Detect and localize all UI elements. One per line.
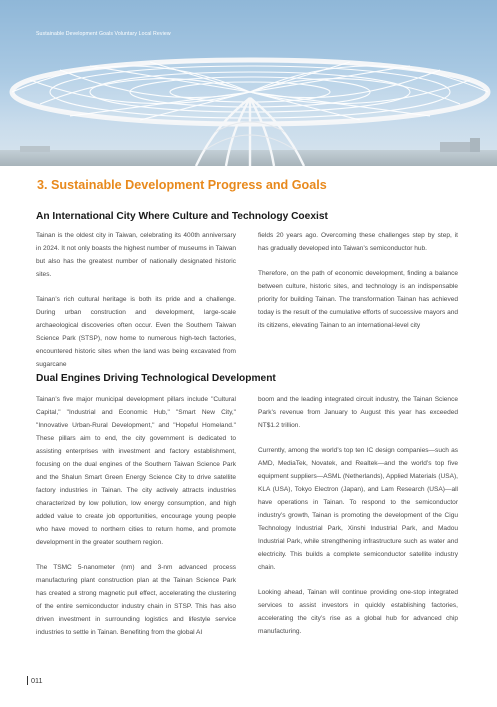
block2-left-column [36, 393, 236, 651]
paragraph: Tainan’s five major municipal development pillars include "Cultural Capital," "Industrial and Economic Hub," "Smart New City," "Innovative Urban-Rural Development," and "Hopeful Homeland." These pillars aim to end, the city government is dedicated to assisting enterprises with investment and factory establishment, focusing on the dual engines of the Southern Taiwan Science Park and the Shalun Smart Green Energy Science City to drive satellite factory industries in Tainan. The city actively attracts industries characterized by low pollution, low energy consumption, and high added value to create job opportunities, encourage young people who have moved to northern cities to return home, and promote development in the greater southern region. [36, 396, 236, 546]
lattice-canopy-illustration [0, 0, 497, 166]
paragraph: Currently, among the world’s top ten IC design companies—such as AMD, MediaTek, Novatek, and Realtek—and the world’s top five equipment suppliers—ASML (Netherlands), Applied Materials (USA), KLA (USA), Tokyo Electron (Japan), and Lam Research (USA)—all have operations in Tainan. To respond to the semiconductor industry’s growth, Tainan is promoting the development of the Cigu Technology Industrial Park, Xinshi Industrial Park, and Madou Industrial Park, while strengthening infrastructure such as water and electricity. This builds a complete semiconductor satellite industry chain. [258, 447, 458, 571]
block2-heading: Dual Engines Driving Technological Development [36, 373, 276, 384]
paragraph: Therefore, on the path of economic development, finding a balance between culture, historic sites, and technology is an indispensable priority for building Tainan. The transformation Tainan has achieved today is the result of the cumulative efforts of successive mayors and its citizens, elevating Tainan to an international-level city [258, 270, 458, 329]
block1-right-column [258, 229, 458, 344]
paragraph: Tainan is the oldest city in Taiwan, celebrating its 400th anniversary in 2024. It not only boasts the highest number of museums in Taiwan but also has the greatest number of nationally designated historic sites. [36, 232, 236, 278]
hero-photo [0, 0, 497, 166]
paragraph: boom and the leading integrated circuit industry, the Tainan Science Park’s revenue from January to August this year has exceeded NT$1.2 trillion. [258, 396, 458, 429]
block1-left-column [36, 229, 236, 383]
section-title: 3. Sustainable Development Progress and Goals [37, 178, 327, 192]
paragraph: Looking ahead, Tainan will continue providing one-stop integrated services to assist investors in quickly establishing factories, accelerating the city’s rise as a global hub for advanced chip manufacturing. [258, 589, 458, 635]
paragraph: fields 20 years ago. Overcoming these challenges step by step, it has gradually developed into Taiwan’s semiconductor hub. [258, 232, 458, 252]
paragraph: The TSMC 5-nanometer (nm) and 3-nm advanced process manufacturing plant construction plan at the Tainan Science Park has created a strong magnetic pull effect, accelerating the clustering of the entire semiconductor industry chain in STSP. This has also driven investment in surrounding logistics and lifestyle service industries to settle in Tainan. Benefiting from the global AI [36, 564, 236, 636]
paragraph: Tainan’s rich cultural heritage is both its pride and a challenge. During urban construction and development, large-scale archaeological discoveries often occur. Even the Southern Taiwan Science Park (STSP), now home to numerous high-tech factories, encountered historic sites when the land was being excavated from sugarcane [36, 296, 236, 368]
page-number: 011 [27, 676, 42, 685]
running-head: Sustainable Development Goals Voluntary Local Review [36, 31, 171, 37]
block1-heading: An International City Where Culture and Technology Coexist [36, 211, 328, 222]
block2-right-column [258, 393, 458, 650]
